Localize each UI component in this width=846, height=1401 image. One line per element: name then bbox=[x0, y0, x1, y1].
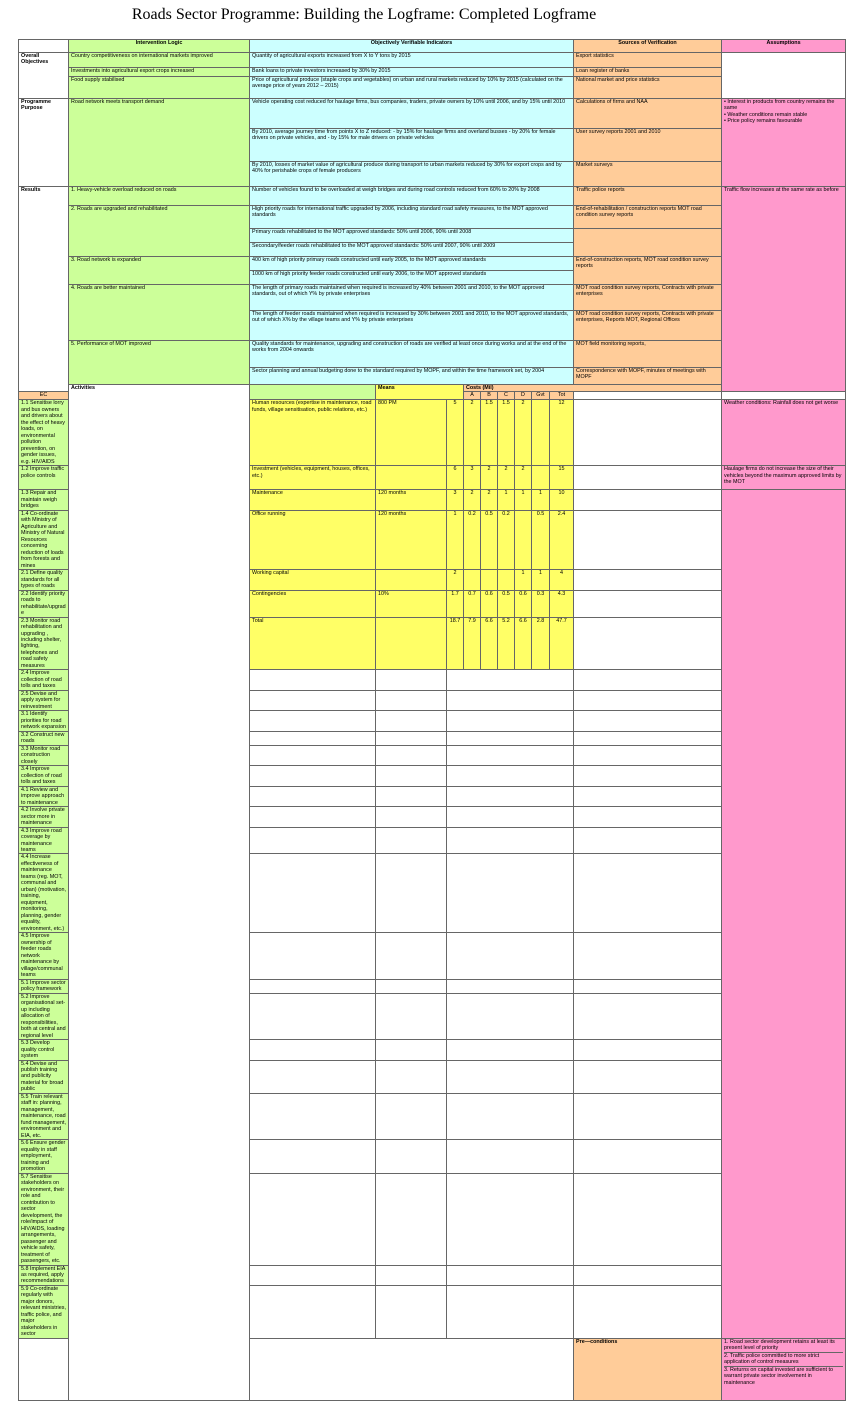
table-cell bbox=[574, 1265, 722, 1285]
table-cell bbox=[574, 807, 722, 827]
table-cell bbox=[250, 993, 376, 1039]
table-cell bbox=[250, 1140, 376, 1173]
assumption-cell bbox=[722, 490, 846, 1339]
preconditions-cell bbox=[722, 1338, 846, 1400]
cost-cell: 10 bbox=[550, 490, 574, 510]
cost-cell: 47.7 bbox=[550, 617, 574, 670]
table-cell bbox=[376, 854, 447, 933]
cost-col-header: C bbox=[498, 392, 515, 400]
table-cell bbox=[250, 731, 376, 745]
means-header: Means bbox=[376, 385, 464, 400]
cost-cell: 2 bbox=[481, 466, 498, 490]
intervention-cell: Investments into agricultural export crops increased bbox=[69, 68, 250, 77]
indicator-cell: By 2010, losses of market value of agricultural produce during transport to urban markets reduced by 30% for export crops and by 40% for perishable crops of female producers bbox=[250, 162, 574, 187]
table-cell bbox=[447, 1173, 574, 1265]
table-cell bbox=[574, 392, 722, 400]
table-cell bbox=[574, 510, 722, 569]
assumption-cell bbox=[722, 99, 846, 187]
table-cell bbox=[250, 1173, 376, 1265]
table-cell bbox=[250, 1093, 376, 1139]
table-cell bbox=[250, 766, 376, 786]
page-title: Roads Sector Programme: Building the Logframe: Completed Logframe bbox=[131, 6, 597, 23]
table-cell bbox=[447, 1285, 574, 1338]
table-cell bbox=[574, 1140, 722, 1173]
table-cell bbox=[376, 827, 447, 854]
cost-cell: 6.6 bbox=[481, 617, 498, 670]
section-overall-objectives: Overall Objectives bbox=[19, 53, 69, 99]
table-cell bbox=[574, 670, 722, 690]
means-cell: Contingencies bbox=[250, 590, 376, 617]
activity-item: 5.2 Improve organisational set-up including allocation of responsibilities, both at central and regional level bbox=[19, 993, 69, 1039]
means-qty-cell: 10% bbox=[376, 590, 447, 617]
activity-item: 2.2 Identify priority roads to rehabilitate/upgrade bbox=[19, 590, 69, 617]
table-cell bbox=[19, 1338, 69, 1400]
indicator-cell: Vehicle operating cost reduced for haulage firms, bus companies, traders, private owners by 10% until 2006, and by 15% until 2010 bbox=[250, 99, 574, 129]
activity-item: 1.3 Repair and maintain weigh bridges bbox=[19, 490, 69, 510]
table-cell bbox=[250, 979, 376, 993]
intervention-cell: 1. Heavy-vehicle overload reduced on roads bbox=[69, 187, 250, 206]
cost-cell: 18.7 bbox=[447, 617, 464, 670]
precondition-item: 1. Road sector development retains at least its present level of priority bbox=[724, 1339, 843, 1353]
assumption-item: • Weather conditions remain stable bbox=[724, 111, 808, 118]
table-cell bbox=[574, 993, 722, 1039]
table-cell bbox=[574, 570, 722, 590]
table-row bbox=[19, 187, 846, 206]
table-cell bbox=[574, 1060, 722, 1093]
precondition-item: 2. Traffic police committed to more strict application of control measures bbox=[724, 1353, 843, 1367]
source-cell: MOT road condition survey reports, Contracts with private enterprises bbox=[574, 285, 722, 311]
activity-item: 5.1 Improve sector policy framework bbox=[19, 979, 69, 993]
table-cell bbox=[447, 1040, 574, 1060]
indicator-cell: The length of primary roads maintained when required is increased by 40% between 2001 and 2010, to the MOT approved standards, out of which Y% by private enterprises bbox=[250, 285, 574, 311]
cost-cell: 6 bbox=[447, 466, 464, 490]
source-cell: MOT road condition survey reports, Contracts with private enterprises, Reports MOT, Regional Offices bbox=[574, 311, 722, 341]
table-cell bbox=[447, 1060, 574, 1093]
cost-col-header: D bbox=[515, 392, 532, 400]
cost-cell bbox=[532, 466, 550, 490]
cost-cell: 2.4 bbox=[550, 510, 574, 569]
table-row bbox=[19, 206, 846, 229]
source-cell: Correspondence with MOPF, minutes of meetings with MOPF bbox=[574, 368, 722, 385]
table-cell bbox=[574, 933, 722, 979]
cost-cell bbox=[515, 510, 532, 569]
cost-cell: 4.3 bbox=[550, 590, 574, 617]
table-cell bbox=[574, 711, 722, 731]
activity-item: 5.8 Implement EIA as required, apply recommendations bbox=[19, 1265, 69, 1285]
table-cell bbox=[250, 670, 376, 690]
cost-cell: 1 bbox=[447, 510, 464, 569]
table-row bbox=[19, 99, 846, 129]
activity-item: 4.4 Increase effectiveness of maintenance teams (reg. MOT, communal and urban) (motivation, training, equipment, monitoring, planning, gender equality, environment, etc.) bbox=[19, 854, 69, 933]
means-qty-cell bbox=[376, 570, 447, 590]
table-cell bbox=[376, 745, 447, 765]
table-row bbox=[19, 285, 846, 311]
table-cell bbox=[250, 1285, 376, 1338]
table-cell bbox=[447, 807, 574, 827]
table-cell bbox=[574, 786, 722, 806]
cost-cell: 1 bbox=[515, 570, 532, 590]
means-cell: Maintenance bbox=[250, 490, 376, 510]
source-cell: User survey reports 2001 and 2010 bbox=[574, 129, 722, 162]
table-cell bbox=[250, 1040, 376, 1060]
cost-cell bbox=[464, 570, 481, 590]
table-cell bbox=[376, 1140, 447, 1173]
activity-item: 2.5 Devise and apply system for reinvestment bbox=[19, 690, 69, 710]
activity-item: 4.5 Improve ownership of feeder roads network maintenance by village/communal teams bbox=[19, 933, 69, 979]
intervention-cell: 5. Performance of MOT improved bbox=[69, 341, 250, 385]
table-cell bbox=[376, 690, 447, 710]
table-cell bbox=[574, 745, 722, 765]
table-row bbox=[19, 40, 846, 53]
indicator-cell: Primary roads rehabilitated to the MOT approved standards: 50% until 2006, 90% until 2008 bbox=[250, 229, 574, 243]
table-cell bbox=[250, 385, 376, 400]
indicator-cell: Quality standards for maintenance, upgrading and construction of roads are verified at least once during works and at the end of the works from 2004 onwards bbox=[250, 341, 574, 368]
cost-cell: 2 bbox=[481, 490, 498, 510]
table-row bbox=[19, 77, 846, 99]
cost-cell: 2 bbox=[464, 490, 481, 510]
table-cell bbox=[376, 1285, 447, 1338]
table-cell bbox=[574, 1040, 722, 1060]
cost-cell: 0.5 bbox=[498, 590, 515, 617]
table-row bbox=[19, 341, 846, 368]
assumption-cell: Weather conditions: Rainfall does not get worse bbox=[722, 400, 846, 466]
table-cell bbox=[447, 1265, 574, 1285]
table-cell bbox=[447, 933, 574, 979]
table-row bbox=[19, 385, 846, 392]
table-cell bbox=[376, 1040, 447, 1060]
table-row bbox=[19, 68, 846, 77]
means-qty-cell bbox=[376, 617, 447, 670]
activity-item: 3.1 Identify priorities for road network expansion bbox=[19, 711, 69, 731]
activity-item: 4.3 Improve road coverage by maintenance teams bbox=[19, 827, 69, 854]
table-cell bbox=[376, 993, 447, 1039]
indicator-cell: Secondary/feeder roads rehabilitated to the MOT approved standards: 50% until 2007, 90% until 2009 bbox=[250, 243, 574, 257]
table-cell bbox=[19, 40, 69, 53]
cost-cell: 6.6 bbox=[515, 617, 532, 670]
cost-cell: 15 bbox=[550, 466, 574, 490]
indicator-cell: Price of agricultural produce (staple crops and vegetables) on urban and rural markets reduced by 10% by 2015 (calculated on the average price of years 2012 – 2015) bbox=[250, 77, 574, 99]
assumption-cell: Traffic flow increases at the same rate as before bbox=[722, 187, 846, 392]
table-cell bbox=[447, 1140, 574, 1173]
means-cell: Total bbox=[250, 617, 376, 670]
means-qty-cell: 800 PM bbox=[376, 400, 447, 466]
table-cell bbox=[376, 786, 447, 806]
section-activities: Activities bbox=[69, 385, 250, 1401]
source-cell: National market and price statistics bbox=[574, 77, 722, 99]
cost-cell: 1.7 bbox=[447, 590, 464, 617]
source-cell: Traffic police reports bbox=[574, 187, 722, 206]
table-cell bbox=[250, 711, 376, 731]
means-cell: Investment (vehicles, equipment, houses, offices, etc.) bbox=[250, 466, 376, 490]
cost-col-header: Gvt bbox=[532, 392, 550, 400]
table-cell bbox=[250, 1060, 376, 1093]
table-cell bbox=[376, 1093, 447, 1139]
cost-cell: 1.5 bbox=[498, 400, 515, 466]
cost-cell: 3 bbox=[464, 466, 481, 490]
source-cell: End-of-rehabilitation / construction reports MOT road condition survey reports bbox=[574, 206, 722, 229]
cost-cell: 0.2 bbox=[498, 510, 515, 569]
indicator-cell: Bank loans to private investors increased by 30% by 2015 bbox=[250, 68, 574, 77]
indicator-cell: Quantity of agricultural exports increased from X to Y tons by 2015 bbox=[250, 53, 574, 68]
cost-cell: 0.5 bbox=[532, 510, 550, 569]
table-cell bbox=[376, 807, 447, 827]
activity-item: 5.4 Devise and publish training and publicity material for broad public bbox=[19, 1060, 69, 1093]
activity-item: 4.1 Review and improve approach to maintenance bbox=[19, 786, 69, 806]
cost-cell bbox=[481, 570, 498, 590]
activity-item: 3.2 Construct new roads bbox=[19, 731, 69, 745]
cost-cell: 1.5 bbox=[481, 400, 498, 466]
activity-item: 2.4 Improve collection of road tolls and taxes bbox=[19, 670, 69, 690]
source-cell bbox=[574, 229, 722, 257]
table-cell bbox=[250, 786, 376, 806]
source-cell: End-of-construction reports, MOT road condition survey reports bbox=[574, 257, 722, 285]
indicator-cell: 1000 km of high priority feeder roads constructed until early 2006, to the MOT approved standards bbox=[250, 271, 574, 285]
cost-cell: 1 bbox=[532, 490, 550, 510]
table-cell bbox=[447, 731, 574, 745]
table-cell bbox=[574, 854, 722, 933]
table-cell bbox=[574, 690, 722, 710]
cost-col-header: EC bbox=[19, 392, 69, 400]
activity-item: 3.4 Improve collection of road tolls and taxes bbox=[19, 766, 69, 786]
assumption-cell: Haulage firms do not increase the size of their vehicles beyond the maximum approved limits by the MOT bbox=[722, 466, 846, 490]
table-cell bbox=[250, 1338, 574, 1400]
table-cell bbox=[574, 979, 722, 993]
table-cell bbox=[574, 1093, 722, 1139]
cost-cell: 0.6 bbox=[515, 590, 532, 617]
intervention-cell: Country competitiveness on international markets improved bbox=[69, 53, 250, 68]
activity-item: 2.1 Define quality standards for all types of roads bbox=[19, 570, 69, 590]
cost-cell: 2 bbox=[447, 570, 464, 590]
means-qty-cell bbox=[376, 466, 447, 490]
table-cell bbox=[250, 1265, 376, 1285]
activity-item: 5.3 Develop quality control system bbox=[19, 1040, 69, 1060]
table-cell bbox=[250, 745, 376, 765]
table-cell bbox=[447, 670, 574, 690]
cost-col-header: B bbox=[481, 392, 498, 400]
activity-item: 1.4 Co-ordinate with Ministry of Agriculture and Ministry of Natural Resources concerning reduction of loads from forests and mines bbox=[19, 510, 69, 569]
logframe-table bbox=[18, 39, 846, 1401]
table-cell bbox=[574, 590, 722, 617]
cost-cell: 2 bbox=[515, 400, 532, 466]
table-cell bbox=[574, 827, 722, 854]
indicator-cell: Number of vehicles found to be overloaded at weigh bridges and during road controls reduced from 60% to 20% by 2008 bbox=[250, 187, 574, 206]
table-cell bbox=[250, 827, 376, 854]
table-row bbox=[19, 257, 846, 271]
table-cell bbox=[447, 854, 574, 933]
table-cell bbox=[574, 1285, 722, 1338]
section-results: Results bbox=[19, 187, 69, 392]
cost-cell: 0.6 bbox=[481, 590, 498, 617]
table-cell bbox=[447, 1093, 574, 1139]
cost-cell: 0.7 bbox=[464, 590, 481, 617]
cost-cell bbox=[498, 570, 515, 590]
intervention-cell: 3. Road network is expanded bbox=[69, 257, 250, 285]
cost-cell: 2.8 bbox=[532, 617, 550, 670]
table-cell bbox=[376, 711, 447, 731]
table-cell bbox=[376, 1265, 447, 1285]
activity-item: 5.9 Co-ordinate regularly with major donors, relevant ministries, traffic police, and major stakeholders in sector bbox=[19, 1285, 69, 1338]
table-cell bbox=[447, 979, 574, 993]
table-cell bbox=[376, 766, 447, 786]
activity-item: 3.3 Monitor road construction closely bbox=[19, 745, 69, 765]
assumption-cell bbox=[722, 53, 846, 99]
activity-item: 1.2 Improve traffic police controls bbox=[19, 466, 69, 490]
table-row bbox=[19, 53, 846, 68]
table-cell bbox=[447, 993, 574, 1039]
table-cell bbox=[574, 731, 722, 745]
cost-cell bbox=[532, 400, 550, 466]
activity-item: 5.6 Ensure gender equality in staff employment, training and promotion bbox=[19, 1140, 69, 1173]
table-cell bbox=[447, 690, 574, 710]
table-cell bbox=[250, 933, 376, 979]
indicator-cell: High priority roads for international traffic upgraded by 2006, including standard road safety measures, to the MOT approved standards bbox=[250, 206, 574, 229]
cost-cell: 3 bbox=[447, 490, 464, 510]
intervention-cell: 2. Roads are upgraded and rehabilitated bbox=[69, 206, 250, 257]
means-cell: Human resources (expertise in maintenance, road funds, village sensitisation, public relations, etc.) bbox=[250, 400, 376, 466]
cost-col-header: A bbox=[464, 392, 481, 400]
indicator-cell: Sector planning and annual budgeting done to the standard required by MOPF, and within the time framework set, by 2004 bbox=[250, 368, 574, 385]
means-cell: Working capital bbox=[250, 570, 376, 590]
precondition-item: 3. Returns on capital invested are sufficient to warrant private sector involvement in maintenance bbox=[724, 1366, 833, 1386]
table-cell bbox=[447, 786, 574, 806]
source-cell: Market surveys bbox=[574, 162, 722, 187]
cost-cell: 1 bbox=[515, 490, 532, 510]
activity-item: 5.7 Sensitise stakeholders on environment, their role and contribution to sector development, the role/impact of HIV/AIDS, loading arrangements, passenger and vehicle safety, treatment of passengers, etc. bbox=[19, 1173, 69, 1265]
table-cell bbox=[376, 1173, 447, 1265]
source-cell: MOT field monitoring reports, bbox=[574, 341, 722, 368]
cost-cell: 4 bbox=[550, 570, 574, 590]
activity-item: 1.1 Sensitise lorry and bus owners and drivers about the effect of heavy loads, on environmental pollution prevention, on gender issues, e.g. HIV/AIDS bbox=[19, 400, 69, 466]
cost-cell: 7.9 bbox=[464, 617, 481, 670]
cost-cell: 1 bbox=[532, 570, 550, 590]
source-cell: Export statistics bbox=[574, 53, 722, 68]
table-cell bbox=[447, 827, 574, 854]
means-cell: Office running bbox=[250, 510, 376, 569]
table-cell bbox=[376, 933, 447, 979]
source-cell: Loan register of banks bbox=[574, 68, 722, 77]
means-qty-cell: 120 months bbox=[376, 490, 447, 510]
intervention-cell: Food supply stabilised bbox=[69, 77, 250, 99]
table-cell bbox=[250, 807, 376, 827]
indicator-cell: 400 km of high priority primary roads constructed until early 2005, to the MOT approved standards bbox=[250, 257, 574, 271]
intervention-cell: 4. Roads are better maintained bbox=[69, 285, 250, 341]
header-assumptions: Assumptions bbox=[722, 40, 846, 53]
table-cell bbox=[574, 490, 722, 510]
table-cell bbox=[447, 766, 574, 786]
cost-cell: 0.5 bbox=[481, 510, 498, 569]
costs-header: Costs (Mil) bbox=[464, 385, 722, 392]
table-cell bbox=[250, 690, 376, 710]
cost-cell: 2 bbox=[515, 466, 532, 490]
cost-cell: 2 bbox=[498, 466, 515, 490]
header-indicators: Objectively Verifiable Indicators bbox=[250, 40, 574, 53]
table-cell bbox=[574, 1173, 722, 1265]
activity-item: 5.5 Train relevant staff in: planning, management, maintenance, road fund management, environment and EIA, etc. bbox=[19, 1093, 69, 1139]
table-cell bbox=[250, 854, 376, 933]
table-cell bbox=[574, 400, 722, 466]
table-cell bbox=[376, 731, 447, 745]
source-cell: Calculations of firms and NAA bbox=[574, 99, 722, 129]
means-qty-cell: 120 months bbox=[376, 510, 447, 569]
activity-item: 2.3 Monitor road rehabilitation and upgrading , including shelter, lighting, telephones and road safety measures bbox=[19, 617, 69, 670]
table-cell bbox=[574, 466, 722, 490]
intervention-cell: Road network meets transport demand bbox=[69, 99, 250, 187]
table-cell bbox=[574, 617, 722, 670]
indicator-cell: By 2010, average journey time from points X to Z reduced: - by 15% for haulage firms and overland busses - by 20% for female drivers on private vehicles, and - by 15% for male drivers on private vehicles bbox=[250, 129, 574, 162]
cost-cell: 1 bbox=[498, 490, 515, 510]
cost-cell: 5.2 bbox=[498, 617, 515, 670]
assumption-item: • Interest in products from country remains the same bbox=[724, 99, 835, 112]
cost-cell: 12 bbox=[550, 400, 574, 466]
table-cell bbox=[376, 1060, 447, 1093]
section-programme-purpose: Programme Purpose bbox=[19, 99, 69, 187]
table-cell bbox=[574, 766, 722, 786]
cost-cell: 5 bbox=[447, 400, 464, 466]
cost-cell: 2 bbox=[464, 400, 481, 466]
cost-cell: 0.3 bbox=[532, 590, 550, 617]
header-sources: Sources of Verification bbox=[574, 40, 722, 53]
assumption-item: • Price policy remains favourable bbox=[724, 118, 803, 125]
preconditions-label: Pre—conditions bbox=[574, 1338, 722, 1400]
indicator-cell: The length of feeder roads maintained when required is increased by 30% between 2001 and 2010, to the MOT approved standards, out of which X% by the village teams and Y% by private enterprises bbox=[250, 311, 574, 341]
cost-cell: 0.2 bbox=[464, 510, 481, 569]
table-cell bbox=[376, 670, 447, 690]
table-cell bbox=[376, 979, 447, 993]
table-cell bbox=[447, 711, 574, 731]
activity-item: 4.2 Involve private sector more in maintenance bbox=[19, 807, 69, 827]
table-cell bbox=[447, 745, 574, 765]
cost-col-header: Tot bbox=[550, 392, 574, 400]
header-intervention-logic: Intervention Logic bbox=[69, 40, 250, 53]
